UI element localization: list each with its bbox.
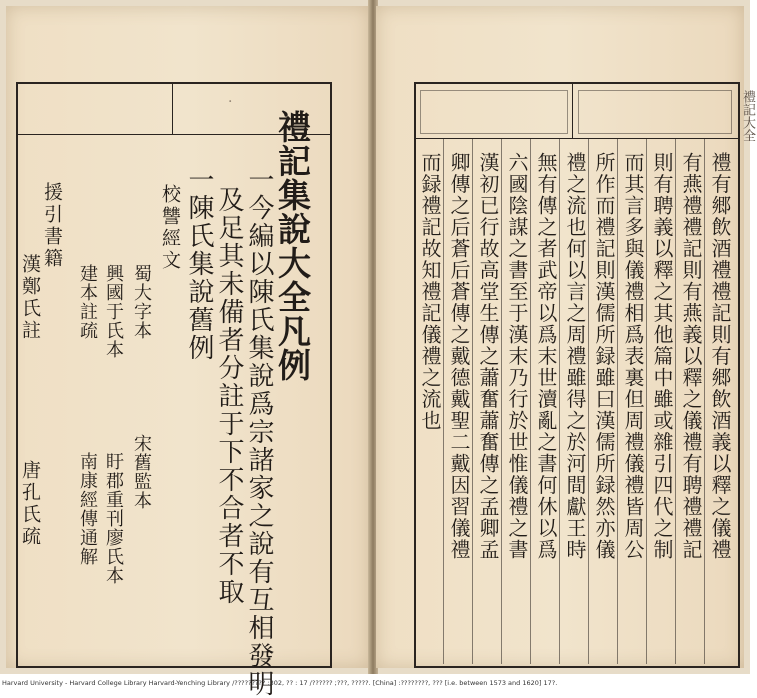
- text-column: 而其言多與儀禮相爲表裏但周禮儀禮皆周公: [621, 152, 645, 561]
- text-column: 有燕禮禮記則有燕義以釋之儀禮有聘禮禮記: [679, 152, 703, 561]
- reference-item: 漢鄭氏註: [19, 254, 41, 342]
- text-column: 無有傳之者武帝以爲末世瀆亂之書何休以爲: [534, 152, 558, 561]
- text-column: 六國陰謀之書至于漢末乃行於世惟儀禮之書: [505, 152, 529, 561]
- right-page: [376, 6, 755, 668]
- text-column: 而録禮記故知禮記儀禮之流也: [418, 152, 442, 432]
- faded-mark: ·: [228, 94, 233, 110]
- source-item: 盱郡重刊廖氏本: [103, 452, 124, 585]
- text-column: 卿傳之后蒼后蒼傳之戴德戴聖二戴因習儀禮: [447, 152, 471, 561]
- page-title: 禮記集說大全凡例: [273, 110, 312, 382]
- reference-item: 唐孔氏疏: [19, 460, 41, 548]
- text-column: 禮之流也何以言之周禮雖得之於河間獻王時: [563, 152, 587, 561]
- text-column: 則有聘義以釋之其他篇中雖或雜引四代之制: [650, 152, 674, 561]
- source-item: 建本註疏: [77, 264, 98, 340]
- header-cartouche-right: [578, 90, 732, 134]
- text-column: 所作而禮記則漢儒所録雖曰漢儒所録然亦儀: [592, 152, 616, 561]
- rule-paragraph-1: 一今編以陳氏集說爲宗諸家之說有互相發明: [244, 166, 274, 698]
- edge-title: 禮記大全: [740, 90, 755, 142]
- text-column: 禮有郷飲酒禮禮記則有郷飲酒義以釋之儀禮: [708, 152, 732, 561]
- header-cartouche-left: [420, 90, 568, 134]
- sub-heading: 校讐經文: [159, 184, 181, 272]
- rule-paragraph-1-continued: 及足其未備者分註于下不合者不取: [214, 186, 244, 606]
- source-item: 宋舊監本: [131, 434, 152, 510]
- right-header-divider: [572, 82, 573, 138]
- rule-paragraph-2: 一陳氏集說舊例: [184, 166, 214, 362]
- source-item: 蜀大字本: [131, 264, 152, 340]
- library-attribution-footer: Harvard University - Harvard College Library Harvard-Yenching Library /????????? :302, ?? : 17 /?????? ;???, ?????. [China] :????????, ??? [i.e. between 1573 and 1620] 17?.: [2, 679, 558, 687]
- source-item: 南康經傳通解: [77, 452, 98, 566]
- left-header-divider: [172, 82, 173, 134]
- text-column: 漢初已行故高堂生傳之蕭奮蕭奮傳之孟卿孟: [476, 152, 500, 561]
- source-item: 興國于氏本: [103, 264, 124, 359]
- references-heading: 援引書籍: [41, 182, 63, 270]
